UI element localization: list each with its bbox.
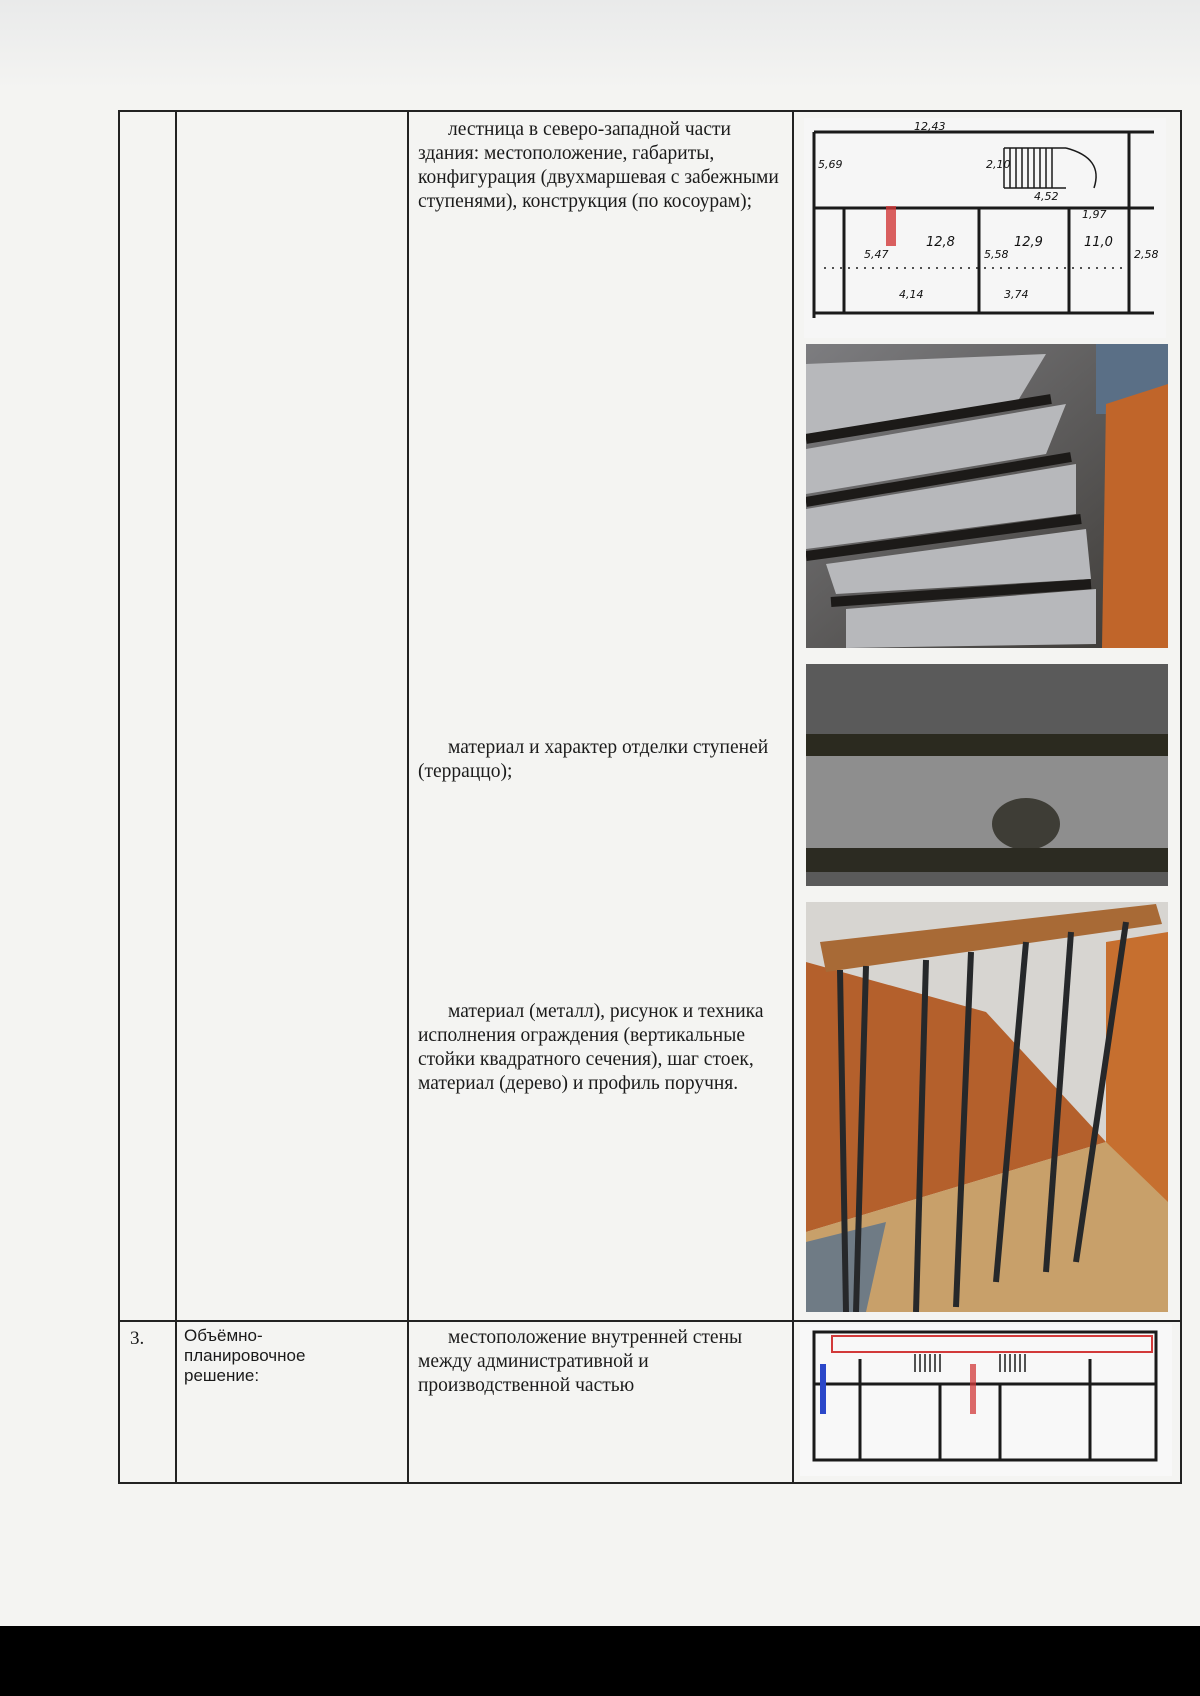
description-railing: материал (металл), рисунок и техника исполнения ограждения (вертикальные стойки квадратного сечения), шаг стоек, материал (дерево) и профиль поручня. — [418, 1001, 769, 1094]
floor-plan-fragment-image — [804, 118, 1166, 338]
row-divider — [120, 1320, 1182, 1322]
plan-dimension-label: 5,47 — [864, 248, 889, 261]
terrazzo-step-photo — [806, 664, 1168, 886]
attribute-table — [118, 110, 1182, 1484]
scan-bottom-edge — [0, 1626, 1200, 1696]
plan-dimension-label: 4,52 — [1034, 190, 1059, 203]
row-number: 3. — [130, 1328, 145, 1349]
plan-dimension-label: 5,58 — [984, 248, 1009, 261]
railing-photo — [806, 902, 1168, 1312]
column-divider-description — [792, 112, 794, 1484]
room-area-label: 12,8 — [926, 235, 955, 250]
plan-dimension-label: 5,69 — [818, 158, 843, 171]
plan-dimension-label: 4,14 — [899, 288, 924, 301]
row-title: Объёмно-планировочное решение: — [184, 1326, 306, 1385]
plan-dimension-label: 2,10 — [986, 158, 1011, 171]
table-border-right — [1180, 112, 1182, 1484]
room-area-label: 11,0 — [1084, 235, 1113, 250]
column-divider-number — [175, 112, 177, 1484]
room-area-label: 12,9 — [1014, 235, 1043, 250]
description-internal-wall: местоположение внутренней стены между административной и производственной частью — [418, 1327, 747, 1396]
description-step-finish: материал и характер отделки ступеней (терраццо); — [418, 737, 774, 782]
scan-top-shade — [0, 0, 1200, 90]
staircase-photo — [806, 344, 1168, 648]
plan-dimension-label: 12,43 — [914, 120, 946, 133]
table-border-bottom — [120, 1482, 1182, 1484]
plan-dimension-label: 1,97 — [1082, 208, 1107, 221]
column-divider-title — [407, 112, 409, 1484]
floor-plan-overview — [800, 1324, 1172, 1476]
plan-dimension-label: 2,58 — [1134, 248, 1159, 261]
plan-dimension-label: 3,74 — [1004, 288, 1029, 301]
description-staircase-location: лестница в северо-западной части здания: местоположение, габариты, конфигурация (двухмаршевая с забежными ступенями), конструкция (по косоурам); — [418, 119, 784, 212]
